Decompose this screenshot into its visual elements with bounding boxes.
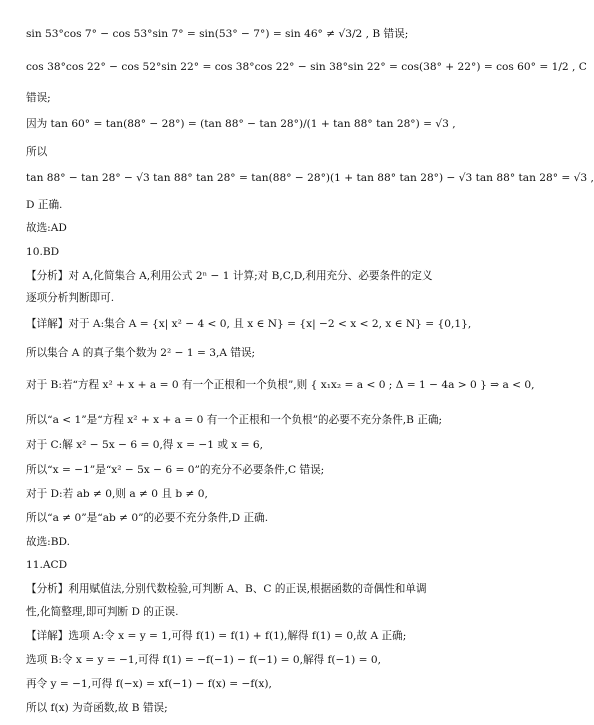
text-line: 【详解】对于 A:集合 A = {x| x² − 4 < 0, 且 x ∈ N} = {x| −2 < x < 2, x ∈ N} = {0,1},: [26, 318, 472, 330]
text-line: tan 88° − tan 28° − √3 tan 88° tan 28° = tan(88° − 28°)(1 + tan 88° tan 28°) − √3 tan 88° tan 28° = √3 ,: [26, 172, 594, 184]
text-line: 逐项分析判断即可.: [26, 292, 115, 304]
text-line: 所以“a ≠ 0”是“ab ≠ 0”的必要不充分条件,D 正确.: [26, 512, 269, 524]
text-line: 再令 y = −1,可得 f(−x) = xf(−1) − f(x) = −f(x),: [26, 678, 272, 690]
text-line: 所以“x = −1”是“x² − 5x − 6 = 0”的充分不必要条件,C 错误;: [26, 464, 325, 476]
text-line: 【详解】选项 A:令 x = y = 1,可得 f(1) = f(1) + f(1),解得 f(1) = 0,故 A 正确;: [26, 630, 407, 642]
text-line: 对于 C:解 x² − 5x − 6 = 0,得 x = −1 或 x = 6,: [26, 439, 263, 451]
text-line: cos 38°cos 22° − cos 52°sin 22° = cos 38°cos 22° − sin 38°sin 22° = cos(38° + 22°) = cos 60° = 1/2 , C: [26, 61, 587, 73]
text-line: 【分析】利用赋值法,分别代数检验,可判断 A、B、C 的正误,根据函数的奇偶性和单调: [26, 583, 427, 595]
text-line: 所以: [26, 146, 48, 158]
text-line: 错误;: [26, 92, 51, 104]
text-line: D 正确.: [26, 199, 63, 211]
text-line: 故选:BD.: [26, 536, 71, 548]
text-line: 对于 B:若“方程 x² + x + a = 0 有一个正根和一个负根”,则 { x₁x₂ = a < 0 ; Δ = 1 − 4a > 0 } ⇒ a < 0,: [26, 379, 535, 391]
text-line: 因为 tan 60° = tan(88° − 28°) = (tan 88° − tan 28°)/(1 + tan 88° tan 28°) = √3 ,: [26, 118, 456, 130]
text-line: 所以 f(x) 为奇函数,故 B 错误;: [26, 702, 168, 714]
text-line: sin 53°cos 7° − cos 53°sin 7° = sin(53° − 7°) = sin 46° ≠ √3/2 , B 错误;: [26, 28, 409, 40]
text-line: 故选:AD: [26, 222, 67, 234]
text-line: 选项 B:令 x = y = −1,可得 f(1) = −f(−1) − f(−1) = 0,解得 f(−1) = 0,: [26, 654, 382, 666]
text-line: 所以集合 A 的真子集个数为 2² − 1 = 3,A 错误;: [26, 347, 256, 359]
text-line: 【分析】对 A,化简集合 A,利用公式 2ⁿ − 1 计算;对 B,C,D,利用充分、必要条件的定义: [26, 270, 433, 282]
text-line: 10.BD: [26, 246, 60, 258]
text-line: 11.ACD: [26, 559, 68, 571]
text-line: 性,化简整理,即可判断 D 的正误.: [26, 606, 179, 618]
text-line: 对于 D:若 ab ≠ 0,则 a ≠ 0 且 b ≠ 0,: [26, 488, 208, 500]
text-line: 所以“a < 1”是“方程 x² + x + a = 0 有一个正根和一个负根”的必要不充分条件,B 正确;: [26, 414, 443, 426]
